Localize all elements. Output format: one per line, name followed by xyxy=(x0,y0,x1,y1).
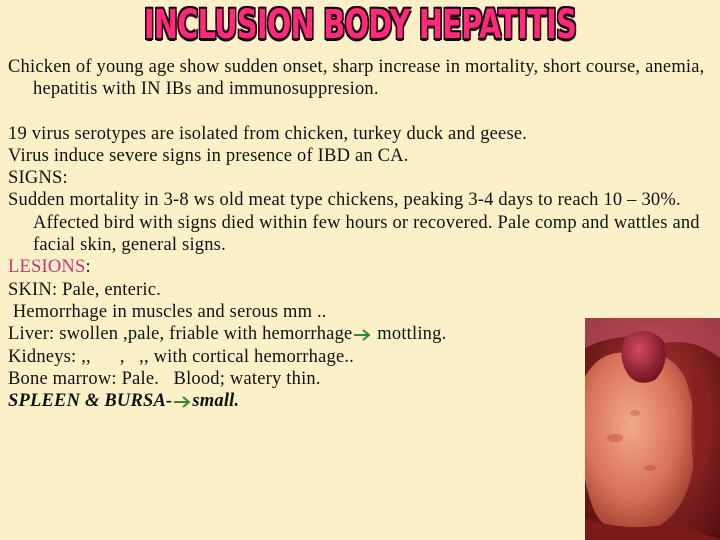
skin-line: SKIN: Pale, enteric. xyxy=(8,279,161,300)
serotypes-line: 19 virus serotypes are isolated from chicken, turkey duck and geese. xyxy=(8,123,528,144)
signs-heading: SIGNS: xyxy=(8,168,68,189)
liver-text: Liver: swollen ,pale, friable with hemorrhage xyxy=(8,324,353,345)
kidneys-line: Kidneys: ,, , ,, with cortical hemorrhage.. xyxy=(8,346,354,367)
hemorrhage-line: Hemorrhage in muscles and serous mm .. xyxy=(8,301,327,322)
slide-title: INCLUSION BODY HEPATITIS xyxy=(143,2,577,48)
spleen-small-text: small. xyxy=(192,391,240,412)
liver-line xyxy=(8,323,714,345)
liver-mottling-text: mottling. xyxy=(372,324,447,345)
bone-marrow-line: Bone marrow: Pale. Blood; watery thin. xyxy=(8,368,321,389)
spleen-text: SPLEEN & BURSA- xyxy=(8,391,173,412)
right-arrow-icon xyxy=(353,329,371,341)
intro-paragraph: Chicken of young age show sudden onset, sharp increase in mortality, short course, anemia, hepatitis with IN IBs and immunosuppresion. xyxy=(8,57,705,100)
spleen-line xyxy=(8,390,714,412)
virus-line: Virus induce severe signs in presence of IBD an CA. xyxy=(8,145,409,166)
lesions-heading xyxy=(8,256,714,278)
mortality-paragraph: Sudden mortality in 3-8 ws old meat type chickens, peaking 3-4 days to reach 10 – 30%. Affected bird with signs died within few hours or recovered. Pale comp and wattles and facial skin, general signs. xyxy=(8,190,700,256)
slide-body xyxy=(8,56,714,412)
lesions-colon: : xyxy=(85,257,91,278)
right-arrow-icon xyxy=(173,396,191,408)
lesions-label: LESIONS xyxy=(8,257,86,278)
